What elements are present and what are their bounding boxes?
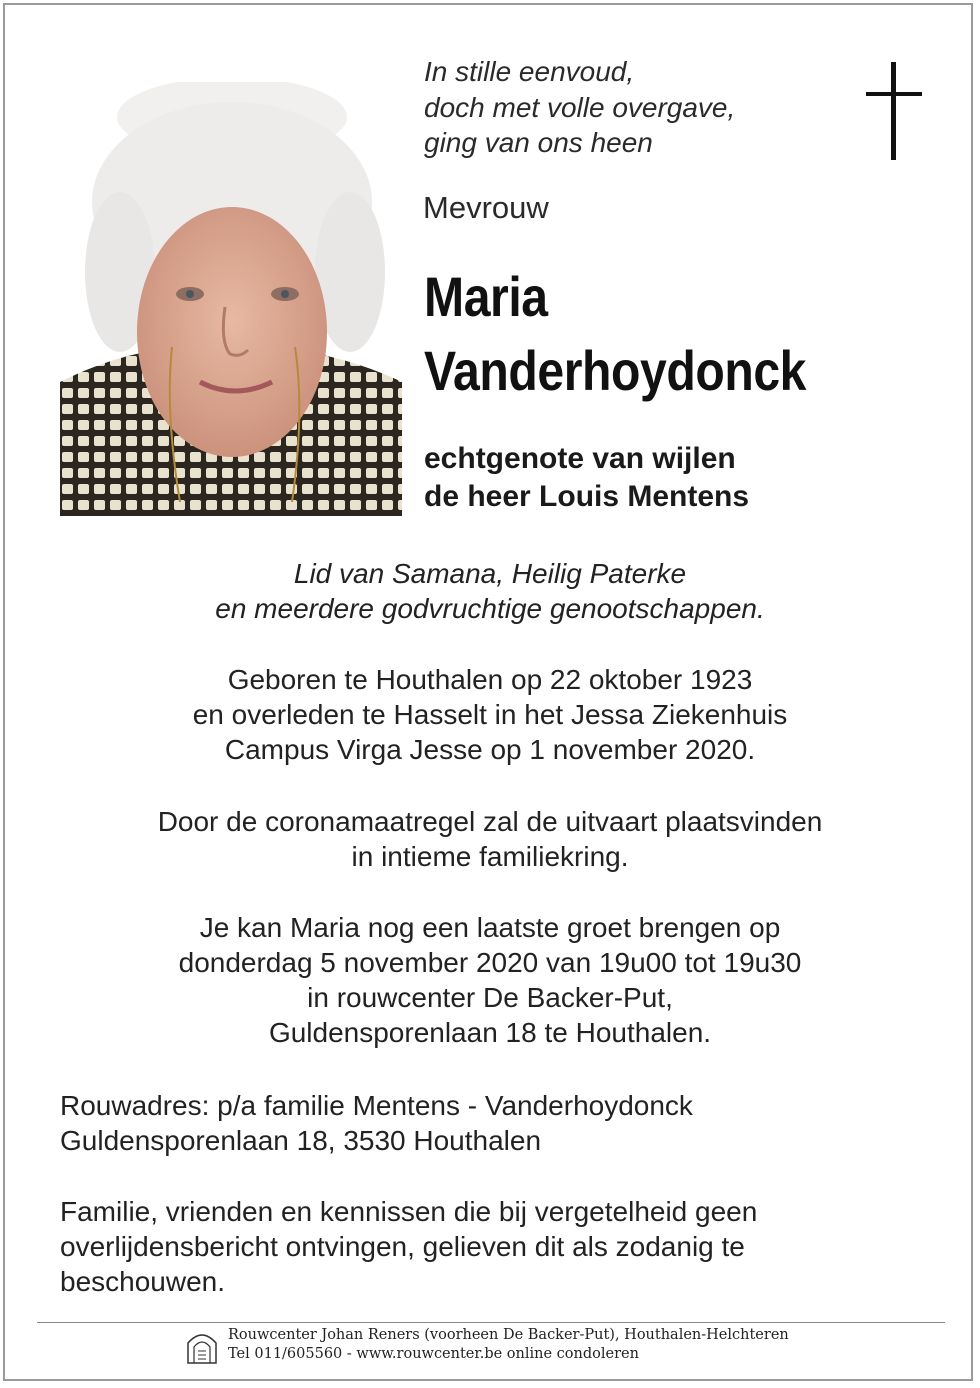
intro-line: doch met volle overgave, xyxy=(424,91,736,123)
portrait-photo xyxy=(60,82,402,516)
intro-line: In stille eenvoud, xyxy=(424,56,635,87)
birth-death xyxy=(40,662,940,767)
spouse-info xyxy=(424,440,749,516)
mourning-address xyxy=(60,1088,920,1158)
funeral-line: Door de coronamaatregel zal de uitvaart plaatsvinden xyxy=(157,806,823,837)
birth-death-line: Campus Virga Jesse op 1 november 2020. xyxy=(224,734,756,765)
spouse-line: de heer Louis Mentens xyxy=(424,480,750,513)
notice-line: beschouwen. xyxy=(60,1266,226,1297)
visitation-line: Je kan Maria nog een laatste groet brengen op xyxy=(199,912,781,943)
address-line: Rouwadres: p/a familie Mentens - Vanderhoydonck xyxy=(60,1090,693,1121)
first-name: Maria xyxy=(424,265,548,328)
intro-verse xyxy=(424,54,735,161)
visitation-line: Guldensporenlaan 18 te Houthalen. xyxy=(268,1017,712,1048)
spouse-line: echtgenote van wijlen xyxy=(424,442,736,475)
membership xyxy=(40,556,940,626)
membership-line: Lid van Samana, Heilig Paterke xyxy=(293,558,687,589)
address-line: Guldensporenlaan 18, 3530 Houthalen xyxy=(60,1125,542,1156)
visitation-line: donderdag 5 november 2020 van 19u00 tot 19u30 xyxy=(178,947,802,978)
membership-line: en meerdere godvruchtige genootschappen. xyxy=(215,593,765,624)
birth-death-line: en overleden te Hasselt in het Jessa Ziekenhuis xyxy=(192,699,788,730)
funeral-home-logo-icon xyxy=(184,1329,220,1365)
footer-line: Rouwcenter Johan Reners (voorheen De Backer-Put), Houthalen-Helchteren xyxy=(228,1327,789,1343)
honorific: Mevrouw xyxy=(423,190,549,225)
deceased-name xyxy=(424,260,806,408)
visitation-line: in rouwcenter De Backer-Put, xyxy=(307,982,673,1013)
notice-line: overlijdensbericht ontvingen, gelieven dit als zodanig te xyxy=(60,1231,745,1262)
visitation-info xyxy=(40,910,940,1050)
latin-cross-icon xyxy=(866,62,922,160)
footer-divider xyxy=(37,1322,945,1323)
footer-line: Tel 011/605560 - www.rouwcenter.be online condoleren xyxy=(228,1346,639,1362)
last-name: Vanderhoydonck xyxy=(424,339,807,402)
intro-line: ging van ons heen xyxy=(424,127,653,158)
funeral-line: in intieme familiekring. xyxy=(351,841,629,872)
notice-line: Familie, vrienden en kennissen die bij vergetelheid geen xyxy=(60,1196,758,1227)
closing-notice xyxy=(60,1194,920,1299)
birth-death-line: Geboren te Houthalen op 22 oktober 1923 xyxy=(227,664,753,695)
funeral-notice xyxy=(40,804,940,874)
